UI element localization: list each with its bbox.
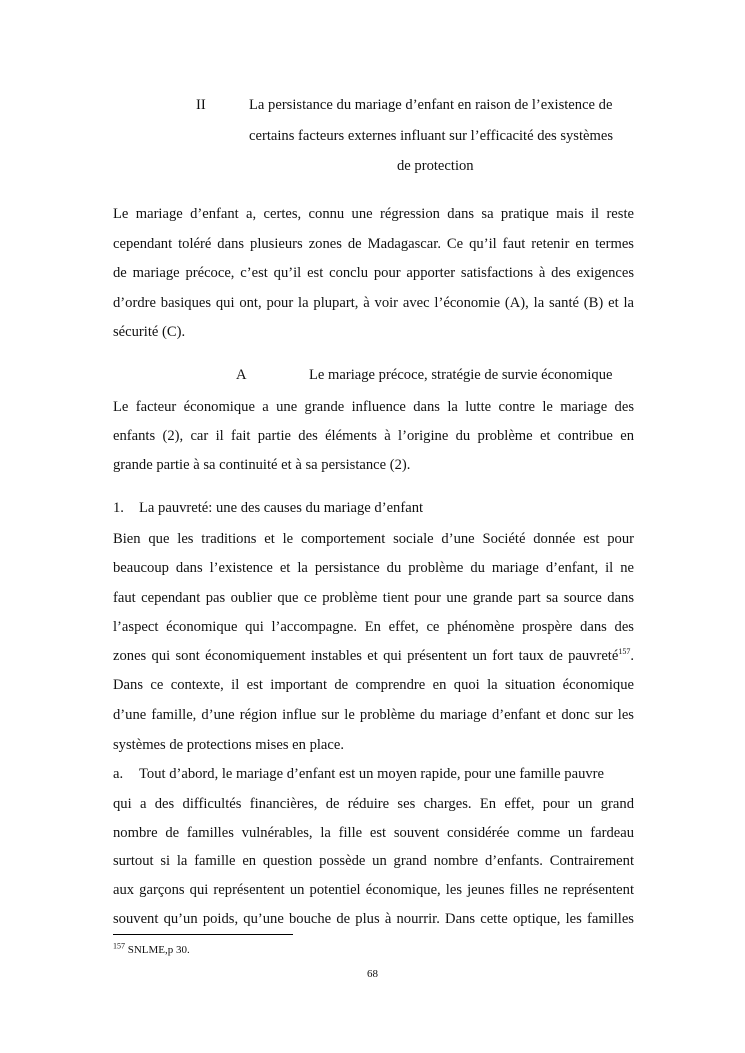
point-a-line-2: qui a des difficultés financières, de réduire ses charges. En effet, pour un grand	[113, 796, 634, 812]
footnote	[113, 941, 190, 956]
economic-line-3: grande partie à sa continuité et à sa persistance (2).	[113, 457, 411, 473]
intro-line-4: d’ordre basiques qui ont, pour la plupart, à voir avec l’économie (A), la santé (B) et la	[113, 295, 634, 311]
poverty-line-1: Bien que les traditions et le comportement sociale d’une Société donnée est pour	[113, 531, 634, 547]
intro-line-5: sécurité (C).	[113, 324, 186, 340]
item-title: La pauvreté: une des causes du mariage d’enfant	[139, 500, 424, 516]
footnote-number: 157	[113, 941, 125, 951]
footnote-text: SNLME,p 30.	[127, 944, 190, 956]
poverty-line-3: faut cependant pas oublier que ce problème tient pour une grande part sa source dans	[113, 590, 634, 606]
footnote-reference[interactable]: 157	[618, 648, 631, 657]
section-title-line-1: La persistance du mariage d’enfant en raison de l’existence de	[249, 97, 613, 113]
economic-line-2: enfants (2), car il fait partie des éléments à l’origine du problème et contribue en	[113, 428, 634, 444]
intro-line-2: cependant toléré dans plusieurs zones de Madagascar. Ce qu’il faut retenir en termes	[113, 236, 634, 252]
point-a-first-line: Tout d’abord, le mariage d’enfant est un moyen rapide, pour une famille pauvre	[139, 766, 604, 782]
point-a-label: a.	[113, 766, 124, 782]
poverty-line-5: zones qui sont économiquement instables et qui présentent un fort taux de pauvreté$^{157}$.	[113, 648, 634, 664]
section-title-line-3: de protection	[397, 158, 474, 174]
poverty-line-2: beaucoup dans l’existence et la persistance du problème du mariage d’enfant, il ne	[113, 560, 634, 576]
point-a-line-5: aux garçons qui représentent un potentiel économique, les jeunes filles ne représentent	[113, 882, 634, 898]
subsection-title: Le mariage précoce, stratégie de survie économique	[309, 367, 613, 383]
economic-line-1: Le facteur économique a une grande influence dans la lutte contre le mariage des	[113, 399, 634, 415]
section-number: II	[196, 97, 206, 113]
intro-line-1: Le mariage d’enfant a, certes, connu une régression dans sa pratique mais il reste	[113, 206, 634, 222]
point-a-line-4: surtout si la famille en question possède un grand nombre d’enfants. Contrairement	[113, 853, 634, 869]
intro-line-3: de mariage précoce, c’est qu’il est conclu pour apporter satisfactions à des exigences	[113, 265, 634, 281]
poverty-line-7: d’une famille, d’une région influe sur le problème du mariage d’enfant et donc sur les	[113, 707, 634, 723]
poverty-line-4: l’aspect économique qui l’accompagne. En effet, ce phénomène prospère dans des	[113, 619, 634, 635]
footnote-separator	[113, 934, 293, 935]
poverty-line-6: Dans ce contexte, il est important de comprendre en quoi la situation économique	[113, 677, 634, 693]
page-number: 68	[367, 968, 378, 980]
point-a-line-3: nombre de familles vulnérables, la fille est souvent considérée comme un fardeau	[113, 825, 634, 841]
subsection-letter: A	[236, 367, 247, 383]
section-title-line-2: certains facteurs externes influant sur l’efficacité des systèmes	[249, 128, 614, 144]
item-number: 1.	[113, 500, 124, 516]
point-a-line-6: souvent qu’un poids, qu’une bouche de plus à nourrir. Dans cette optique, les familles	[113, 911, 634, 927]
poverty-line-8: systèmes de protections mises en place.	[113, 737, 345, 753]
